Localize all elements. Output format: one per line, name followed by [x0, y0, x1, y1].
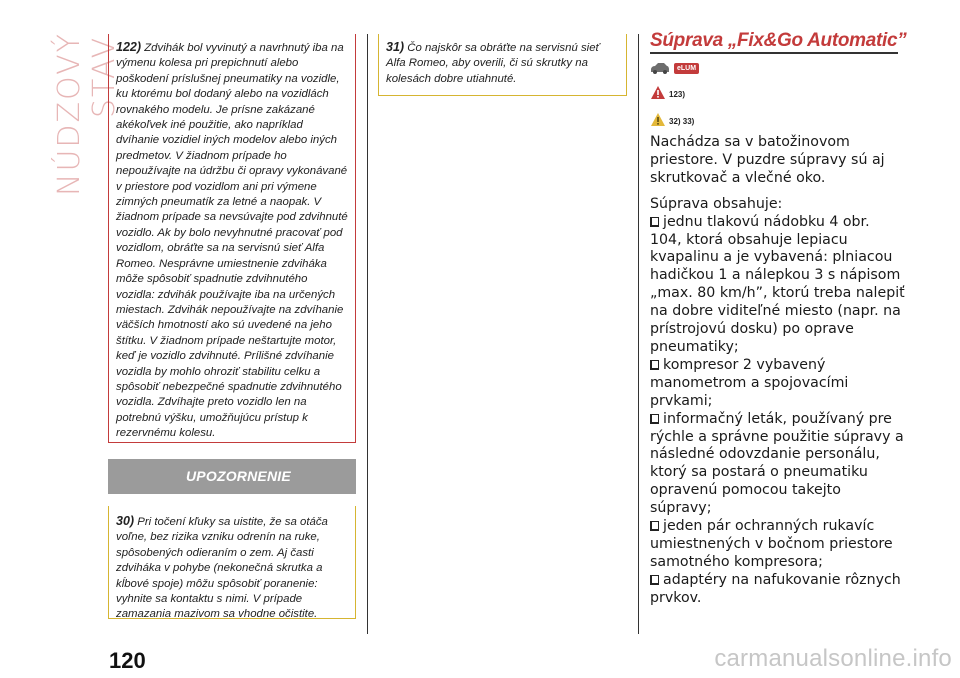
- lum-tag: eLUM: [674, 63, 699, 74]
- equipment-icons: [650, 60, 699, 76]
- checkbox-bullet-icon: [650, 575, 659, 585]
- caution-triangle-icon: [651, 113, 665, 126]
- section-side-title: NÚDZOVÝ STAV: [52, 32, 122, 196]
- column-divider-right: [638, 34, 639, 634]
- list-item: jeden pár ochranných rukavíc umiestnených v bočnom priestore samotného kompresora;: [650, 518, 893, 570]
- list-item: jednu tlakovú nádobku 4 obr. 104, ktorá obsahuje lepiacu kvapalinu a je vybavená: plniacou hadičkou 1 a nálepkou 3 s nápisom „max. 80 km/h”, ktorú treba nalepiť na dobre viditeľné miesto (napr. na prístrojovú dosku) po oprave pneumatiky;: [650, 213, 905, 355]
- note-text: Čo najskôr sa obráťte na servisnú sieť Alfa Romeo, aby overili, či sú skrutky na kolesách dobre utiahnuté.: [386, 42, 600, 85]
- watermark: carmanualsonline.info: [714, 645, 952, 672]
- car-icon: [650, 62, 670, 74]
- list-item: adaptéry na nafukovanie rôznych prvkov.: [650, 571, 901, 606]
- kit-description: [650, 134, 905, 608]
- note-text: Zdvihák bol vyvinutý a navrhnutý iba na výmenu kolesa pri prepichnutí alebo poškodení príslušnej pneumatiky na vozidle, ku ktorému bol dodaný alebo na vozidlách rovnakého modelu. Je prísne zakázané akékoľvek iné použitie, ako napríklad dvíhanie vozidiel iných modelov alebo iných predmetov. V žiadnom prípade ho nepoužívajte na údržbu či opravy vykonávané v priestore pod vozidlom ani pri výmene zimných pneumatík za letné a naopak. V žiadnom prípade sa nevsúvajte pod zdvihnuté vozidlo. Ak by bolo nevyhnutné pracovať pod vozidlom, obráťte sa na servisnú sieť Alfa Romeo. Nesprávne umiestnenie zdviháka môže spôsobiť spadnutie zdvihnutého vozidla: zdvihák používajte iba na určených miestach. Zdvihák nepoužívajte na zdvíhanie väčších hmotností ako sú uvedené na jeho štítku. V žiadnom prípade neštartujte motor, keď je vozidlo zdvihnuté. Prílišné zdvíhanie vozidla by mohlo ohroziť stabilitu celku a spôsobiť nebezpečné spadnutie zdvihnutého vozidla. Zdvíhajte preto vozidlo len na potrebnú výšku, umožňujúcu prístup k rezervnému kolesu.: [116, 42, 348, 440]
- kit-contents-intro: Súprava obsahuje:: [650, 195, 783, 212]
- checkbox-bullet-icon: [650, 360, 659, 370]
- danger-note-122: [108, 34, 356, 443]
- note-number: 30): [116, 514, 135, 528]
- list-item: informačný leták, používaný pre rýchle a správne použitie súpravy a následné odovzdanie personálu, ktorý sa postará o pneumatiku opravenú pomocou takejto súpravy;: [650, 410, 904, 517]
- checkbox-bullet-icon: [650, 217, 659, 227]
- caution-note-31: [378, 34, 627, 96]
- page-number: 120: [109, 648, 146, 673]
- note-text: Pri točení kľuky sa uistite, že sa otáča voľne, bez rizika vzniku odrenín na ruke, spôsobených odieraním o zem. Aj časti zdviháka v pohybe (nekonečná skrutka a kĺbové spoje) môžu spôsobiť poranenie: vyhnite sa kontaktu s nimi. V prípade zamazania mazivom sa vhodne očistite.: [116, 516, 328, 621]
- danger-ref: 123): [669, 90, 686, 99]
- checkbox-bullet-icon: [650, 521, 659, 531]
- heading-underline: [650, 52, 898, 54]
- checkbox-bullet-icon: [650, 414, 659, 424]
- caution-ref: 32) 33): [669, 117, 695, 126]
- list-item: kompresor 2 vybavený manometrom a spojovacími prvkami;: [650, 356, 849, 409]
- danger-triangle-icon: [651, 86, 665, 99]
- warning-label: UPOZORNENIE: [186, 468, 291, 484]
- warning-header: [108, 459, 356, 494]
- note-number: 122): [116, 40, 142, 54]
- caution-note-30: [108, 506, 356, 619]
- kit-location-text: Nachádza sa v batožinovom priestore. V puzdre súpravy sú aj skrutkovač a vlečné oko.: [650, 134, 885, 186]
- column-divider-left: [367, 34, 368, 634]
- section-heading: Súprava „Fix&Go Automatic”: [650, 30, 907, 51]
- note-number: 31): [386, 40, 405, 54]
